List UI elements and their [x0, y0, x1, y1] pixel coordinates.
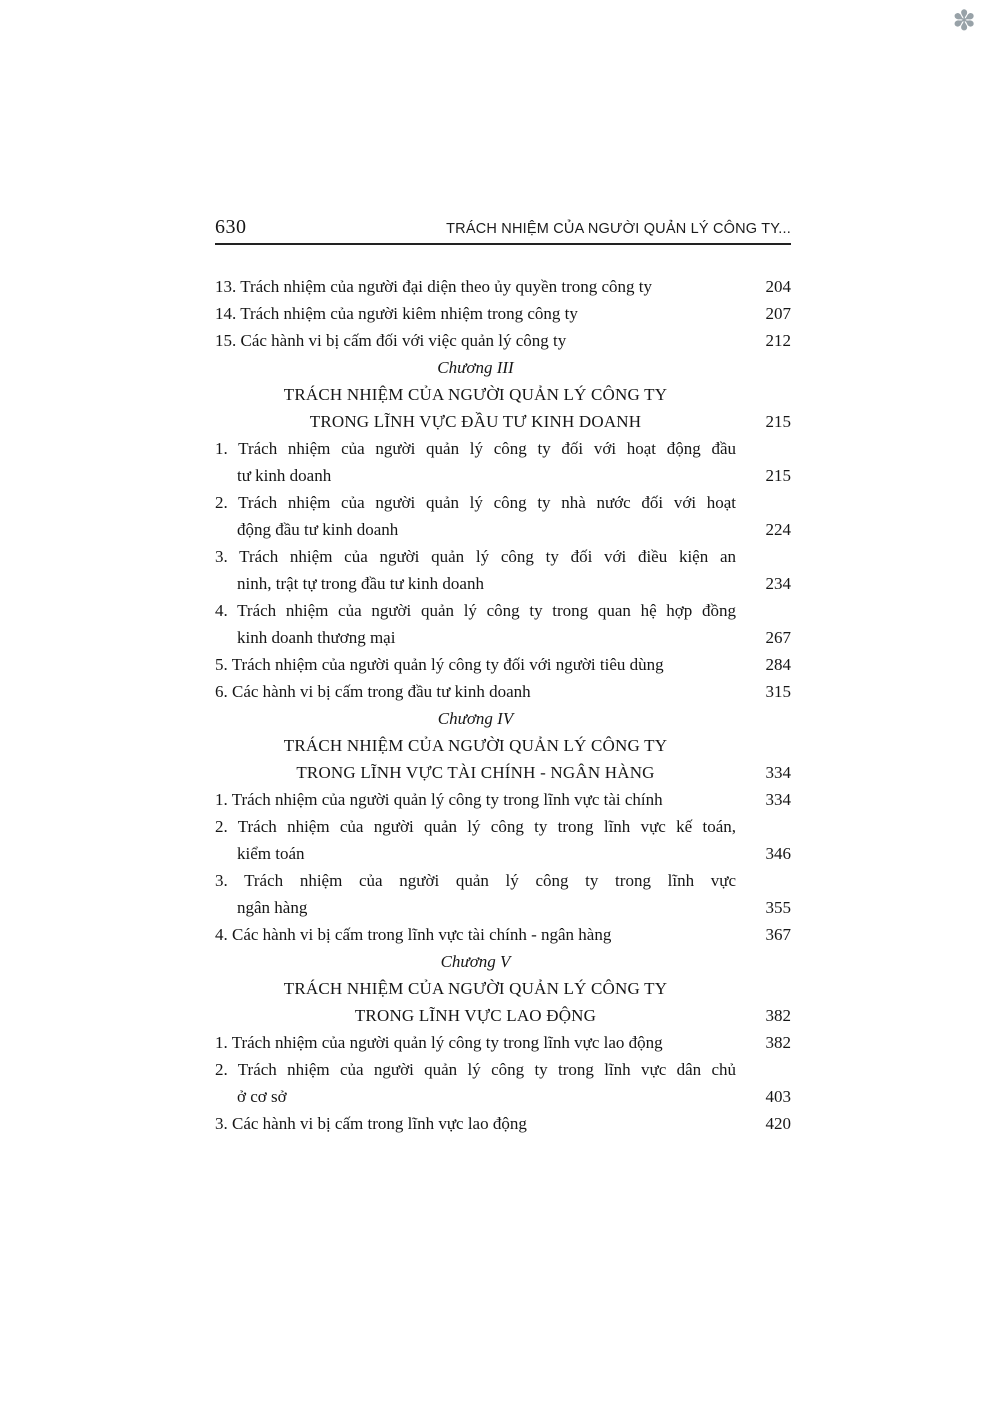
toc-entry — [215, 1110, 791, 1137]
toc-entry-line: 2. Trách nhiệm của người quản lý công ty nhà nước đối với hoạt — [215, 493, 736, 512]
chapter-title-line: TRÁCH NHIỆM CỦA NGƯỜI QUẢN LÝ CÔNG TY — [283, 385, 668, 404]
toc-page-number: 215 — [765, 412, 791, 431]
toc-entry — [215, 813, 791, 867]
toc-entry-line: 2. Trách nhiệm của người quản lý công ty trong lĩnh vực dân chủ — [215, 1060, 736, 1079]
flower-ornament-icon: ✽ — [952, 4, 976, 37]
toc-page-number: 382 — [765, 1006, 791, 1025]
toc-entry — [215, 435, 791, 489]
toc-page-number: 334 — [765, 763, 791, 782]
toc-entry — [215, 1029, 791, 1056]
toc-page-number: 403 — [765, 1087, 791, 1106]
header-rule — [215, 243, 791, 245]
toc-page-number: 234 — [765, 574, 791, 593]
toc-entry — [215, 651, 791, 678]
toc-entry-line: ninh, trật tự trong đầu tư kinh doanh — [237, 574, 484, 593]
toc-page-number: 334 — [765, 790, 791, 809]
page-header — [215, 216, 791, 239]
chapter-title-line: TRONG LĨNH VỰC ĐẦU TƯ KINH DOANH — [309, 412, 642, 431]
toc-page-number: 420 — [765, 1114, 791, 1133]
chapter-title-line: TRONG LĨNH VỰC LAO ĐỘNG — [354, 1006, 597, 1025]
toc-entry-line: 6. Các hành vi bị cấm trong đầu tư kinh doanh — [215, 682, 531, 701]
toc-entry-line: 4. Các hành vi bị cấm trong lĩnh vực tài chính - ngân hàng — [215, 925, 612, 944]
toc-entry — [215, 921, 791, 948]
chapter-label: Chương III — [437, 358, 514, 377]
toc-entry — [215, 1056, 791, 1110]
toc-entry-line: 13. Trách nhiệm của người đại diện theo ủy quyền trong công ty — [215, 277, 652, 296]
toc-entry-line: 1. Trách nhiệm của người quản lý công ty trong lĩnh vực tài chính — [215, 790, 663, 809]
toc-entry — [215, 543, 791, 597]
toc-page-number: 267 — [765, 628, 791, 647]
toc-chapter — [215, 705, 791, 786]
chapter-title-line: TRONG LĨNH VỰC TÀI CHÍNH - NGÂN HÀNG — [296, 763, 655, 782]
toc-page-number: 204 — [765, 277, 791, 296]
toc-entry — [215, 867, 791, 921]
toc-entry-line: 4. Trách nhiệm của người quản lý công ty trong quan hệ hợp đồng — [215, 601, 736, 620]
toc-page-number: 284 — [765, 655, 791, 674]
toc-entry-line: động đầu tư kinh doanh — [237, 520, 399, 539]
toc-entry-line: 2. Trách nhiệm của người quản lý công ty trong lĩnh vực kế toán, — [215, 817, 736, 836]
chapter-title-line: TRÁCH NHIỆM CỦA NGƯỜI QUẢN LÝ CÔNG TY — [283, 736, 668, 755]
toc-page-number: 315 — [765, 682, 791, 701]
chapter-label: Chương V — [440, 952, 511, 971]
toc-entry — [215, 786, 791, 813]
toc-entry-line: tư kinh doanh — [237, 466, 332, 485]
toc-entry-line: 3. Các hành vi bị cấm trong lĩnh vực lao động — [215, 1114, 527, 1133]
toc-entry — [215, 678, 791, 705]
toc-entry-line: 14. Trách nhiệm của người kiêm nhiệm trong công ty — [215, 304, 578, 323]
toc-page-number: 215 — [765, 466, 791, 485]
toc-entry-line: 5. Trách nhiệm của người quản lý công ty đối với người tiêu dùng — [215, 655, 664, 674]
chapter-label: Chương IV — [437, 709, 514, 728]
running-title: TRÁCH NHIỆM CỦA NGƯỜI QUẢN LÝ CÔNG TY... — [446, 221, 791, 237]
toc-page-number: 224 — [765, 520, 791, 539]
toc-chapter — [215, 354, 791, 435]
toc-entry-line: kiểm toán — [237, 844, 305, 863]
toc-chapter — [215, 948, 791, 1029]
toc-entry — [215, 597, 791, 651]
toc-entry — [215, 327, 791, 354]
toc-entry-line: 1. Trách nhiệm của người quản lý công ty trong lĩnh vực lao động — [215, 1033, 663, 1052]
toc-entry-line: 15. Các hành vi bị cấm đối với việc quản lý công ty — [215, 331, 567, 350]
toc-entry — [215, 273, 791, 300]
toc-entry-line: 3. Trách nhiệm của người quản lý công ty trong lĩnh vực — [215, 871, 736, 890]
chapter-title-line: TRÁCH NHIỆM CỦA NGƯỜI QUẢN LÝ CÔNG TY — [283, 979, 668, 998]
toc-page-number: 212 — [765, 331, 791, 350]
toc-entry — [215, 300, 791, 327]
toc-page-number: 207 — [765, 304, 791, 323]
table-of-contents — [215, 273, 791, 1137]
toc-entry-line: kinh doanh thương mại — [237, 628, 396, 647]
page-number: 630 — [215, 216, 247, 238]
toc-page-number: 382 — [765, 1033, 791, 1052]
toc-page-number: 355 — [765, 898, 791, 917]
toc-entry-line: 3. Trách nhiệm của người quản lý công ty đối với điều kiện an — [215, 547, 736, 566]
toc-entry-line: ở cơ sở — [237, 1087, 287, 1106]
toc-entry-line: ngân hàng — [237, 898, 308, 917]
toc-entry-line: 1. Trách nhiệm của người quản lý công ty đối với hoạt động đầu — [215, 439, 736, 458]
toc-page-number: 346 — [765, 844, 791, 863]
toc-entry — [215, 489, 791, 543]
toc-page-number: 367 — [765, 925, 791, 944]
